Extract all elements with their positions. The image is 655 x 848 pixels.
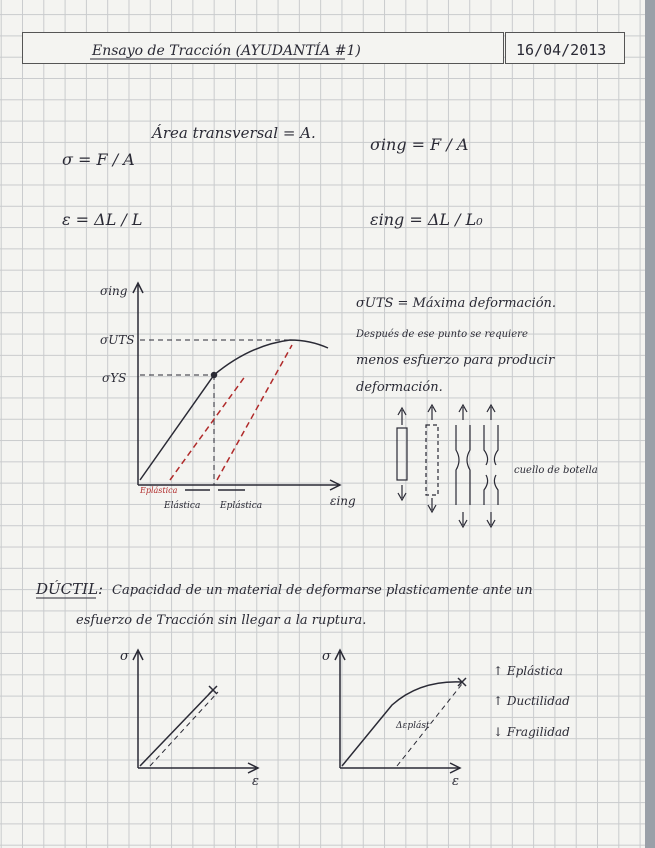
uts-note-line3: menos esfuerzo para producir xyxy=(356,353,555,368)
formula-area-note: Área transversal = A. xyxy=(152,124,316,142)
legend-item-fragility: ↓ Fragilidad xyxy=(493,725,570,739)
legend-item-plastic: ↑ Eplástica xyxy=(493,664,563,678)
formula-eng-stress: σing = F / A xyxy=(370,135,469,154)
legend-item-ductility: ↑ Ductilidad xyxy=(493,694,570,708)
graph1-red-plastic-label: Eplástica xyxy=(140,486,178,495)
page-date: 16/04/2013 xyxy=(516,41,607,59)
formula-stress: σ = F / A xyxy=(62,150,135,169)
graph1-y-axis-label: σing xyxy=(100,284,128,298)
small-graph1-y-label: σ xyxy=(120,649,129,664)
graph1-x-axis-label: εing xyxy=(330,494,356,508)
small-graph1-x-label: ε xyxy=(252,774,259,789)
uts-note-line4: deformación. xyxy=(356,380,443,395)
small-graph2-y-label: σ xyxy=(322,649,331,664)
uts-note-line1: σUTS = Máxima deformación. xyxy=(356,296,557,311)
graph1-elastic-label: Elástica xyxy=(164,501,201,511)
small-graph2-eplast-label: Δεplást xyxy=(396,721,430,731)
neck-label: cuello de botella xyxy=(514,465,598,476)
graph1-uts-label: σUTS xyxy=(100,333,135,347)
page-title: Ensayo de Tracción (AYUDANTÍA #1) xyxy=(92,43,361,59)
small-graph2-x-label: ε xyxy=(452,774,459,789)
specimen-sketches xyxy=(397,405,498,527)
small-graph-ductile xyxy=(335,650,466,773)
ductil-line1: Capacidad de un material de deformarse plasticamente ante un xyxy=(112,583,533,598)
small-graph-brittle xyxy=(133,650,258,773)
formula-eng-strain: εing = ΔL / L₀ xyxy=(370,210,483,229)
uts-note-line2: Después de ese punto se requiere xyxy=(356,329,528,340)
ductil-heading: DÚCTIL: xyxy=(36,580,104,598)
ductil-line2: esfuerzo de Tracción sin llegar a la ruptura. xyxy=(76,613,367,628)
stress-strain-graph xyxy=(133,283,340,490)
graph1-ys-label: σYS xyxy=(102,371,127,385)
graph1-plastic-label: Eplástica xyxy=(220,501,263,511)
formula-strain: ε = ΔL / L xyxy=(62,210,143,229)
